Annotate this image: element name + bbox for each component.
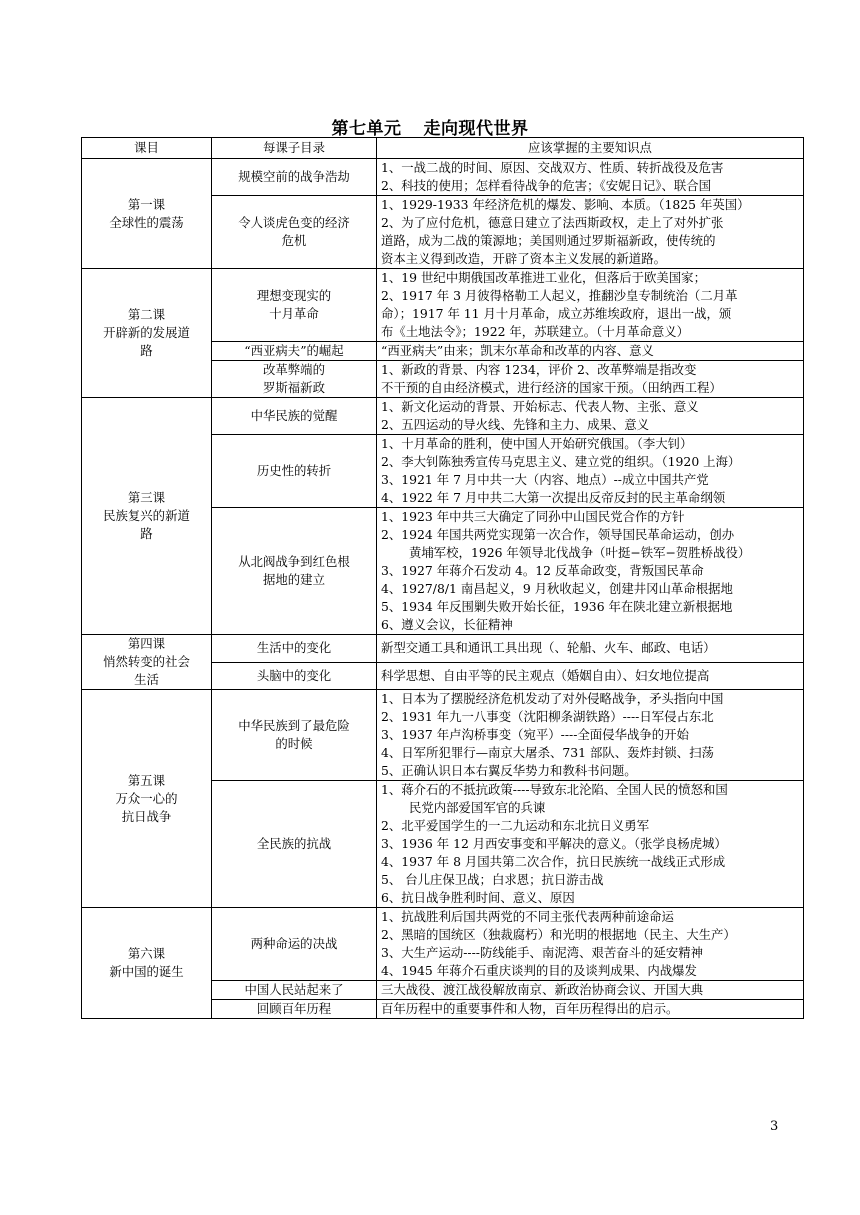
- key-points: [377, 508, 804, 635]
- subsection-title: [212, 690, 377, 781]
- table-header-row: [82, 138, 804, 159]
- key-point-line: 2、科技的使用；怎样看待战争的危害；《安妮日记》、联合国: [381, 178, 712, 193]
- key-point-line: 4、1937 年 8 月国共第二次合作，抗日民族统一战线正式形成: [381, 854, 726, 869]
- key-point-line: 4、1922 年 7 月中共二大第一次提出反帝反封的民主革命纲领: [381, 490, 726, 505]
- subsection-title: [212, 159, 377, 196]
- key-point-line: “西亚病夫”由来；凯末尔革命和改革的内容、意义: [381, 343, 654, 358]
- key-point-line: 新型交通工具和通讯工具出现（、轮船、火车、邮政、电话）: [381, 640, 716, 656]
- subsection-title: [212, 269, 377, 342]
- lesson-title-line: 新中国的诞生: [109, 964, 184, 979]
- key-points: [377, 361, 804, 398]
- key-point-line: 2、1917 年 3 月彼得格勒工人起义，推翻沙皇专制统治（二月革: [381, 288, 738, 303]
- lesson-title-line: 抗日战争: [121, 808, 172, 824]
- key-point-line: 2、为了应付危机，德意日建立了法西斯政权，走上了对外扩张: [381, 215, 724, 230]
- key-point-line: 5、1934 年反围剿失败开始长征，1936 年在陕北建立新根据地: [381, 599, 733, 614]
- key-point-line: 2、李大钊陈独秀宣传马克思主义、建立党的组织。（1920 上海）: [381, 454, 741, 469]
- key-point-line: 5、正确认识日本右翼反华势力和教科书问题。: [381, 763, 637, 778]
- key-point-line: 1、十月革命的胜利，使中国人开始研究俄国。（李大钊）: [381, 436, 693, 451]
- key-point-line: 3、1921 年 7 月中共一大（内容、地点）--成立中国共产党: [381, 472, 709, 487]
- unit-name: 走向现代世界: [423, 119, 529, 139]
- lesson-title-line: 路: [140, 526, 153, 541]
- key-point-line: 2、1924 年国共两党实现第一次合作，领导国民革命运动，创办: [381, 527, 735, 542]
- subsection-title: [212, 398, 377, 435]
- subsection-line: 罗斯福新政: [263, 380, 325, 395]
- subsection-line: 十月革命: [269, 306, 319, 321]
- key-point-line: 2、北平爱国学生的一二九运动和东北抗日义勇军: [381, 818, 650, 833]
- subsection-title: [212, 981, 377, 1000]
- lesson-title-line: 万众一心的: [115, 790, 178, 806]
- key-point-line: 科学思想、自由平等的民主观点（婚姻自由）、妇女地位提高: [381, 667, 710, 683]
- subsection-line: 规模空前的战争浩劫: [238, 169, 350, 184]
- key-points: [377, 662, 804, 690]
- subsection-line: 理想变现实的: [256, 288, 332, 303]
- key-point-line: 1、新政的背景、内容 1234，评价 2、改革弊端是指改变: [381, 362, 697, 377]
- key-point-line: 1、一战二战的时间、原因、交战双方、性质、转折战役及危害: [381, 160, 724, 175]
- key-points: [377, 981, 804, 1000]
- key-points: [377, 435, 804, 508]
- key-point-line: 6、抗日战争胜利时间、意义、原因: [381, 890, 575, 905]
- key-point-line: 2、五四运动的导火线、先锋和主力、成果、意义: [381, 417, 650, 432]
- lesson-title-line: 第二课: [127, 307, 166, 322]
- subsection-line: 从北阀战争到红色根: [238, 554, 350, 569]
- subsection-line: 全民族的抗战: [256, 836, 332, 851]
- table-row: [82, 398, 804, 435]
- subsection-line: 头脑中的变化: [256, 667, 332, 683]
- key-point-line: 2、黑暗的国统区（独裁腐朽）和光明的根据地（民主、大生产）: [381, 927, 736, 942]
- table-row: [82, 908, 804, 981]
- lesson-title: [82, 635, 212, 690]
- header-key-points: 应该掌握的主要知识点: [377, 138, 804, 159]
- key-point-line: 1、抗战胜利后国共两党的不同主张代表两种前途命运: [381, 909, 674, 924]
- header-subsection: 每课子目录: [212, 138, 377, 159]
- lesson-title-line: 开辟新的发展道: [103, 325, 190, 340]
- key-point-line: 4、1927/8/1 南昌起义，9 月秋收起义，创建井冈山革命根据地: [381, 581, 733, 596]
- lesson-title-line: 路: [140, 343, 153, 358]
- page-title: [0, 114, 860, 139]
- key-point-line: 3、1927 年蒋介石发动 4。12 反革命政变，背叛国民革命: [381, 563, 704, 578]
- key-point-line: 道路，成为二战的策源地；美国则通过罗斯福新政，使传统的: [381, 233, 716, 248]
- key-point-line: 6、遵义会议，长征精神: [381, 617, 513, 632]
- key-points: [377, 635, 804, 663]
- key-point-line: 1、19 世纪中期俄国改革推进工业化，但落后于欧美国家；: [381, 270, 706, 285]
- subsection-title: [212, 361, 377, 398]
- key-points: [377, 398, 804, 435]
- key-point-line: 1、新文化运动的背景、开始标志、代表人物、主张、意义: [381, 399, 699, 414]
- subsection-title: [212, 1000, 377, 1019]
- key-point-line: 不干预的自由经济模式，进行经济的国家干预。（田纳西工程）: [381, 380, 722, 395]
- lesson-title: [82, 398, 212, 635]
- lesson-title: [82, 690, 212, 908]
- lesson-title-line: 全球性的震荡: [109, 214, 184, 230]
- subsection-line: 历史性的转折: [256, 463, 332, 478]
- key-points: [377, 1000, 804, 1019]
- subsection-title: [212, 662, 377, 690]
- table-body: [82, 159, 804, 1019]
- lesson-title-line: 第一课: [127, 196, 166, 212]
- lesson-title-line: 第三课: [127, 490, 166, 505]
- key-point-line: 布《土地法令》；1922 年，苏联建立。（十月革命意义）: [381, 324, 690, 339]
- knowledge-table: [81, 137, 804, 1019]
- lesson-title-line: 悄然转变的社会: [103, 654, 190, 669]
- subsection-line: 中华民族到了最危险: [238, 718, 350, 733]
- subsection-line: 生活中的变化: [256, 640, 332, 656]
- subsection-line: 改革弊端的: [263, 362, 325, 377]
- key-point-line: 1、1929-1933 年经济危机的爆发、影响、本质。（1825 年英国）: [381, 197, 750, 212]
- subsection-title: [212, 196, 377, 269]
- page-number: 3: [770, 1119, 779, 1134]
- subsection-line: 中国人民站起来了: [244, 982, 344, 997]
- subsection-title: [212, 908, 377, 981]
- key-point-line: 1、蒋介石的不抵抗政策----导致东北沦陷、全国人民的愤怒和国: [381, 782, 728, 797]
- key-points: [377, 781, 804, 908]
- header-lesson: 课目: [82, 138, 212, 159]
- key-point-line: 3、1936 年 12 月西安事变和平解决的意义。（张学良杨虎城）: [381, 836, 727, 851]
- key-point-line: 3、1937 年卢沟桥事变（宛平）----全面侵华战争的开始: [381, 727, 689, 742]
- subsection-line: 中华民族的觉醒: [250, 408, 338, 423]
- key-points: [377, 269, 804, 342]
- lesson-title: [82, 159, 212, 269]
- key-point-line: 5、 台儿庄保卫战；白求恩；抗日游击战: [381, 872, 604, 887]
- lesson-title-line: 第六课: [127, 946, 166, 961]
- key-points: [377, 342, 804, 361]
- lesson-title: [82, 908, 212, 1019]
- subsection-line: 两种命运的决战: [250, 936, 338, 951]
- subsection-title: [212, 435, 377, 508]
- subsection-line: 回顾百年历程: [256, 1001, 332, 1016]
- key-points: [377, 690, 804, 781]
- subsection-line: 据地的建立: [263, 572, 325, 587]
- subsection-line: 危机: [281, 233, 307, 248]
- key-points: [377, 196, 804, 269]
- key-point-line: 2、1931 年九一八事变（沈阳柳条湖铁路）----日军侵占东北: [381, 709, 714, 724]
- key-point-line: 3、大生产运动----防线能手、南泥湾、艰苦奋斗的延安精神: [381, 945, 704, 960]
- key-point-line: 百年历程中的重要事件和人物，百年历程得出的启示。: [381, 1001, 679, 1016]
- lesson-title-line: 第四课: [127, 636, 166, 651]
- table-row: [82, 269, 804, 342]
- key-point-line: 三大战役、渡江战役解放南京、新政治协商会议、开国大典: [381, 982, 704, 997]
- unit-label: 第七单元: [331, 119, 402, 139]
- table-row: [82, 635, 804, 663]
- key-point-line: 黄埔军校，1926 年领导北伐战争（叶挺−铁军−贺胜桥战役）: [409, 545, 751, 560]
- lesson-title-line: 第五课: [127, 772, 166, 788]
- subsection-line: 的时候: [275, 736, 313, 751]
- key-points: [377, 159, 804, 196]
- key-point-line: 资本主义得到改造，开辟了资本主义发展的新道路。: [381, 251, 666, 266]
- subsection-line: 令人谈虎色变的经济: [238, 215, 350, 230]
- key-point-line: 4、1945 年蒋介石重庆谈判的目的及谈判成果、内战爆发: [381, 963, 697, 978]
- subsection-title: [212, 342, 377, 361]
- table-row: [82, 159, 804, 196]
- lesson-title-line: 生活: [134, 672, 159, 687]
- subsection-title: [212, 781, 377, 908]
- lesson-title-line: 民族复兴的新道: [103, 508, 190, 523]
- table-row: [82, 690, 804, 781]
- key-point-line: 命）；1917 年 11 月十月革命，成立苏维埃政府，退出一战，颁: [381, 306, 732, 321]
- lesson-title: [82, 269, 212, 398]
- key-point-line: 1、1923 年中共三大确定了同孙中山国民党合作的方针: [381, 509, 685, 524]
- key-point-line: 民党内部爱国军官的兵谏: [409, 800, 546, 815]
- key-points: [377, 908, 804, 981]
- subsection-title: [212, 508, 377, 635]
- key-point-line: 1、日本为了摆脱经济危机发动了对外侵略战争，矛头指向中国: [381, 691, 724, 706]
- key-point-line: 4、日军所犯罪行—南京大屠杀、731 部队、轰炸封锁、扫荡: [381, 745, 714, 760]
- subsection-line: “西亚病夫”的崛起: [244, 343, 344, 358]
- subsection-title: [212, 635, 377, 663]
